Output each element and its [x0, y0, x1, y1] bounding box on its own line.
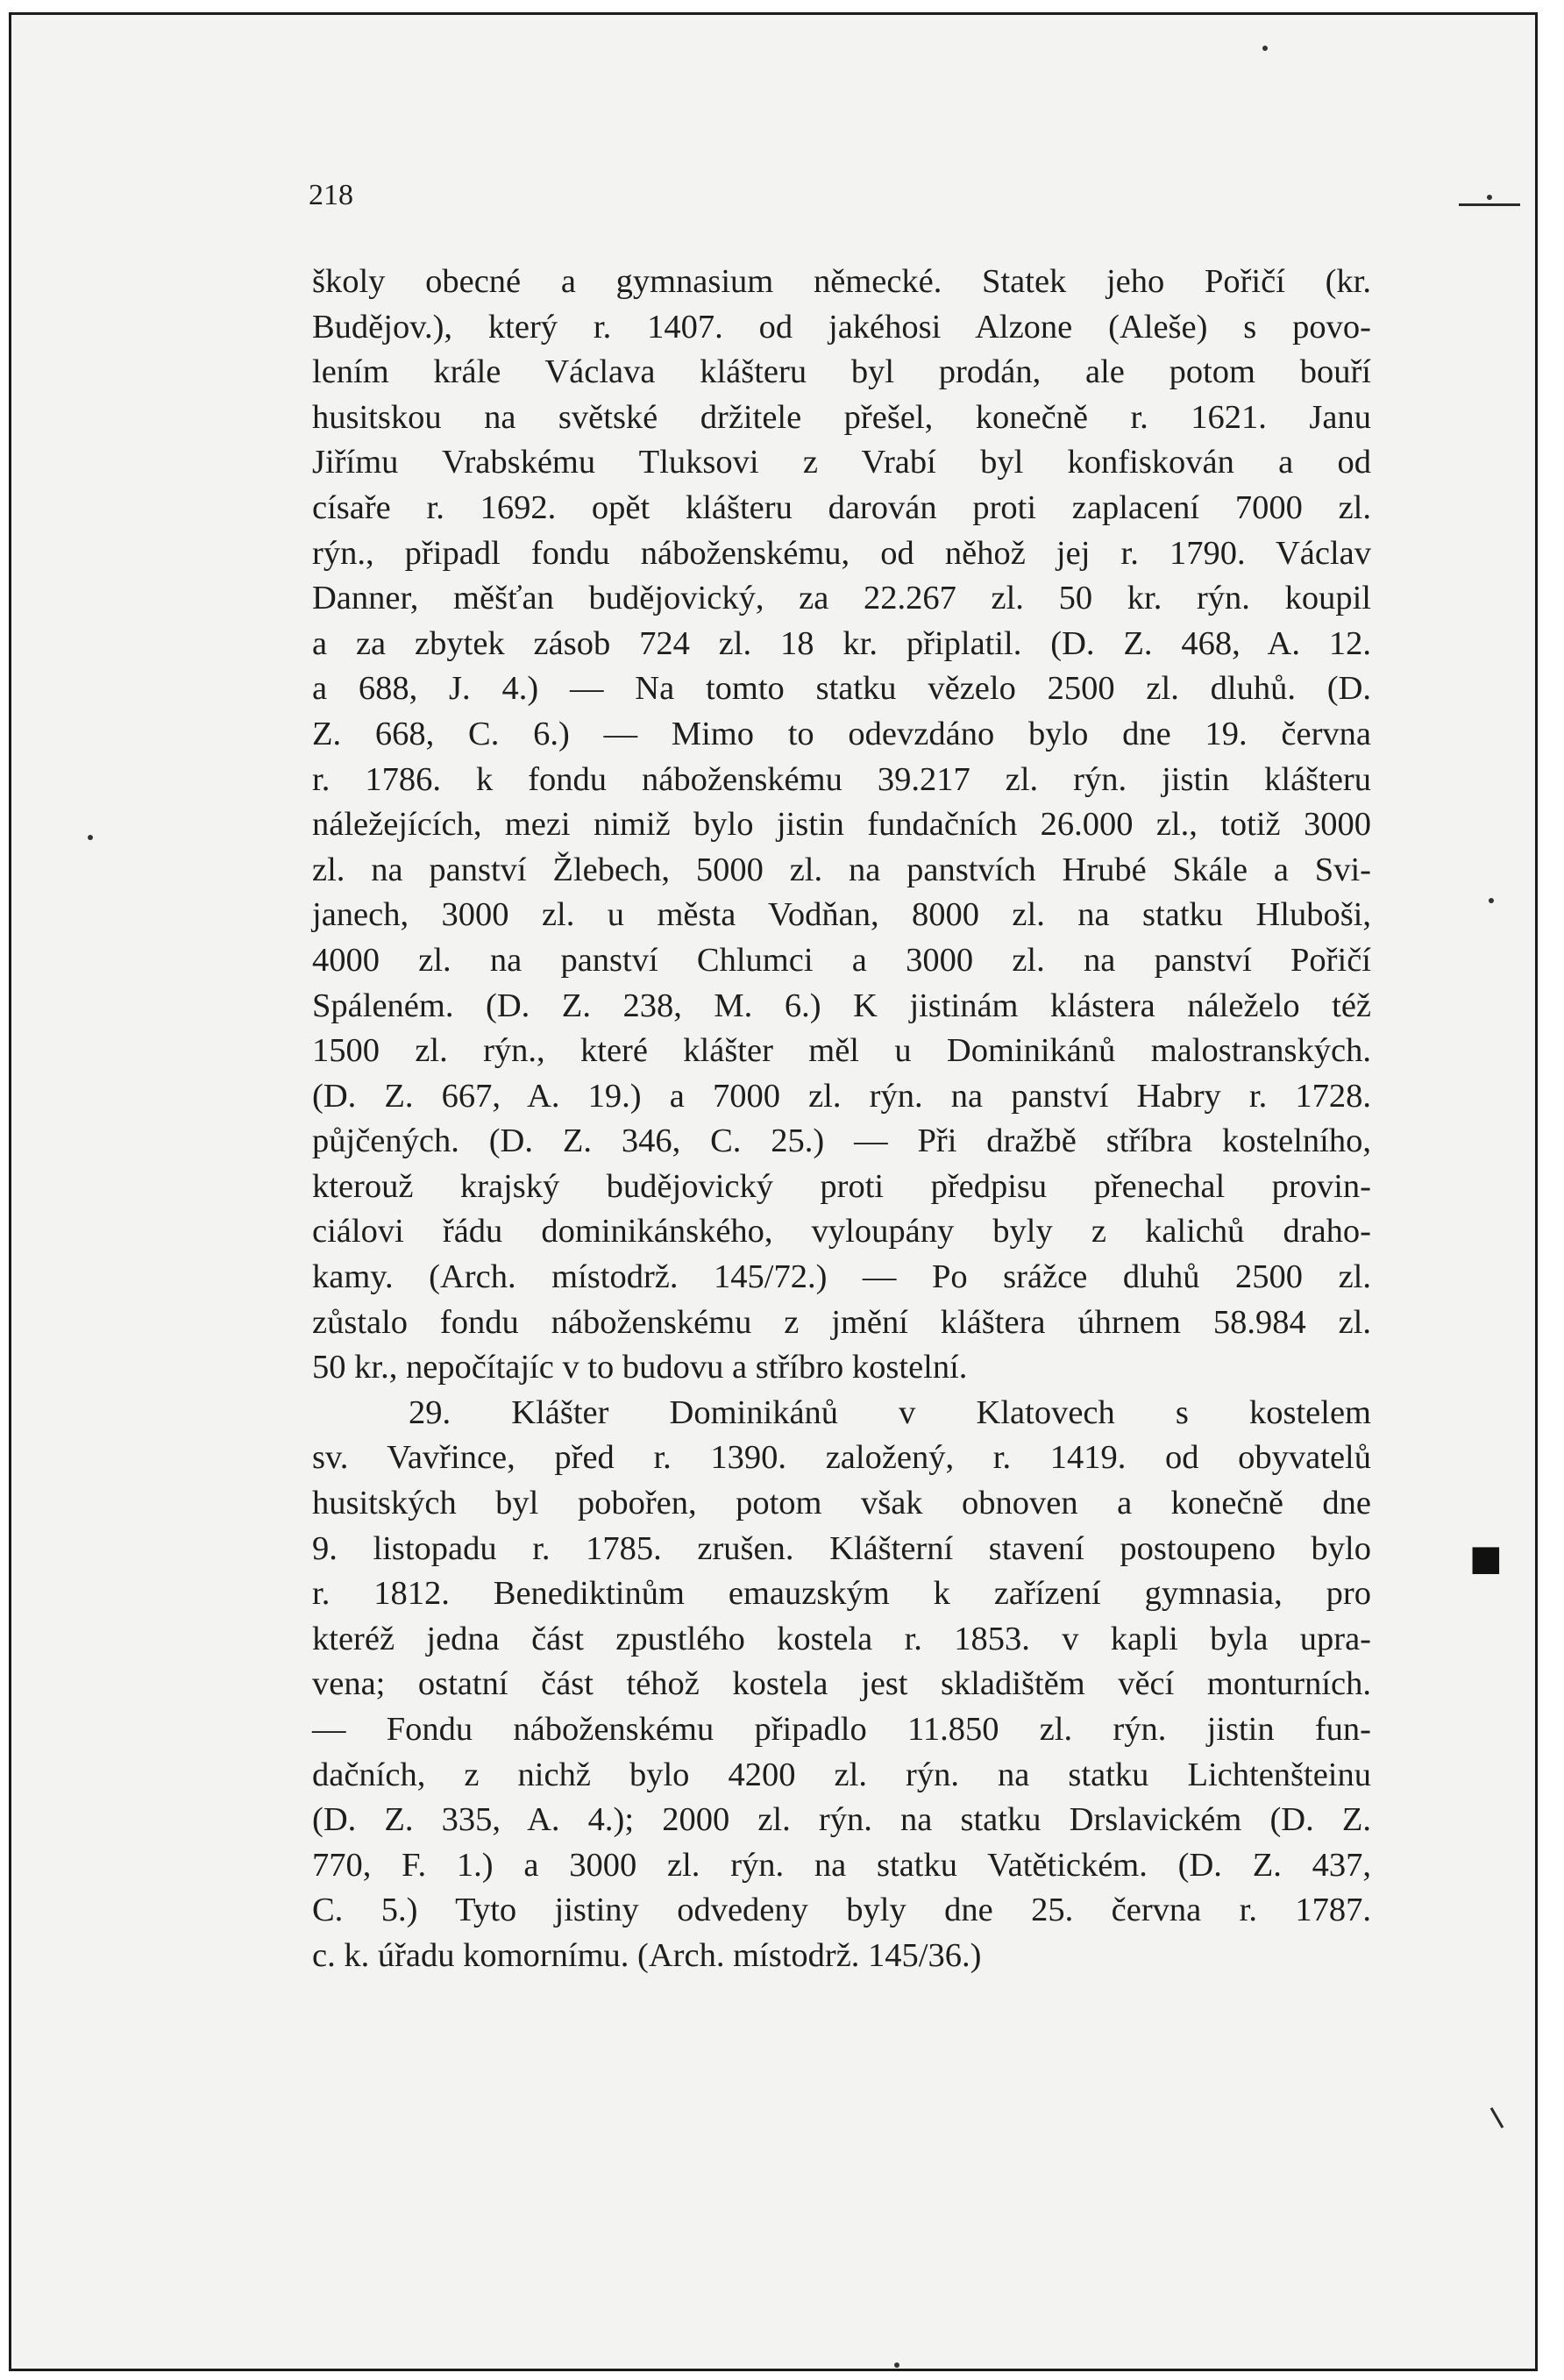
text-line: vena; ostatní část téhož kostela jest skladištěm věcí monturních.	[312, 1665, 1371, 1703]
text-line: Budějov.), který r. 1407. od jakéhosi Alzone (Aleše) s povo-	[312, 308, 1371, 346]
text-line: Jiřímu Vrabskému Tluksovi z Vrabí byl konfiskován a od	[312, 444, 1371, 481]
section-heading-line: 29. Klášter Dominikánů v Klatovech s kostelem	[409, 1393, 1371, 1431]
text-line: Z. 668, C. 6.) — Mimo to odevzdáno bylo dne 19. června	[312, 715, 1371, 752]
page-number: 218	[309, 179, 353, 211]
scan-artifact	[894, 2362, 899, 2368]
text-line: půjčených. (D. Z. 346, C. 25.) — Při dražbě stříbra kostelního,	[312, 1122, 1371, 1160]
text-line: 9. listopadu r. 1785. zrušen. Klášterní stavení postoupeno bylo	[312, 1529, 1371, 1567]
scan-artifact	[1459, 203, 1520, 206]
text-line: husitskou na světské držitele přešel, konečně r. 1621. Janu	[312, 398, 1371, 436]
text-line: 50 kr., nepočítajíc v to budovu a stříbro kostelní.	[312, 1349, 968, 1386]
scan-artifact	[1487, 195, 1492, 200]
edge-artifact-icon: ■	[1469, 1538, 1503, 1578]
text-line: kamy. (Arch. místodrž. 145/72.) — Po srážce dluhů 2500 zl.	[312, 1258, 1371, 1296]
text-line: dačních, z nichž bylo 4200 zl. rýn. na statku Lichtenšteinu	[312, 1756, 1371, 1793]
text-line: rýn., připadl fondu náboženskému, od něhož jej r. 1790. Václav	[312, 534, 1371, 572]
text-line: ciálovi řádu dominikánského, vyloupány byly z kalichů draho-	[312, 1213, 1371, 1251]
body-text	[312, 260, 1371, 1979]
text-line: lením krále Václava klášteru byl prodán, ale potom bouří	[312, 353, 1371, 391]
text-line: 770, F. 1.) a 3000 zl. rýn. na statku Vatětickém. (D. Z. 437,	[312, 1846, 1371, 1884]
text-line: c. k. úřadu komornímu. (Arch. místodrž. 145/36.)	[312, 1936, 982, 1974]
scan-artifact	[1262, 46, 1268, 51]
scan-artifact	[1489, 898, 1494, 903]
text-line: husitských byl pobořen, potom však obnoven a konečně dne	[312, 1485, 1371, 1522]
text-line: (D. Z. 667, A. 19.) a 7000 zl. rýn. na panství Habry r. 1728.	[312, 1077, 1371, 1115]
text-line: — Fondu náboženskému připadlo 11.850 zl. rýn. jistin fun-	[312, 1711, 1371, 1748]
text-line: zl. na panství Žlebech, 5000 zl. na panstvích Hrubé Skále a Svi-	[312, 851, 1371, 888]
scan-artifact	[88, 835, 93, 840]
text-line: školy obecné a gymnasium německé. Statek jeho Pořičí (kr.	[312, 263, 1371, 300]
text-line: r. 1786. k fondu náboženskému 39.217 zl. rýn. jistin klášteru	[312, 760, 1371, 798]
text-line: C. 5.) Tyto jistiny odvedeny byly dne 25. června r. 1787.	[312, 1892, 1371, 1929]
text-line: císaře r. 1692. opět klášteru darován proti zaplacení 7000 zl.	[312, 488, 1371, 526]
text-line: Danner, měšťan budějovický, za 22.267 zl. 50 kr. rýn. koupil	[312, 580, 1371, 617]
text-line: r. 1812. Benediktinům emauzským k zařízení gymnasia, pro	[312, 1575, 1371, 1613]
text-line: kterouž krajský budějovický proti předpisu přenechal provin-	[312, 1167, 1371, 1205]
text-line: janech, 3000 zl. u města Vodňan, 8000 zl. na statku Hluboši,	[312, 896, 1371, 934]
text-line: 1500 zl. rýn., které klášter měl u Dominikánů malostranských.	[312, 1032, 1371, 1070]
text-line: 4000 zl. na panství Chlumci a 3000 zl. na panství Pořičí	[312, 941, 1371, 979]
text-line: sv. Vavřince, před r. 1390. založený, r. 1419. od obyvatelů	[312, 1439, 1371, 1477]
text-line: kteréž jedna část zpustlého kostela r. 1853. v kapli byla upra-	[312, 1620, 1371, 1657]
text-line: a 688, J. 4.) — Na tomto statku vězelo 2500 zl. dluhů. (D.	[312, 670, 1371, 708]
text-line: náležejících, mezi nimiž bylo jistin fundačních 26.000 zl., totiž 3000	[312, 806, 1371, 844]
text-line: Spáleném. (D. Z. 238, M. 6.) K jistinám klástera náleželo též	[312, 987, 1371, 1024]
text-line: (D. Z. 335, A. 4.); 2000 zl. rýn. na statku Drslavickém (D. Z.	[312, 1801, 1371, 1839]
text-line: a za zbytek zásob 724 zl. 18 kr. připlatil. (D. Z. 468, A. 12.	[312, 624, 1371, 662]
text-line: zůstalo fondu náboženskému z jmění kláštera úhrnem 58.984 zl.	[312, 1303, 1371, 1341]
